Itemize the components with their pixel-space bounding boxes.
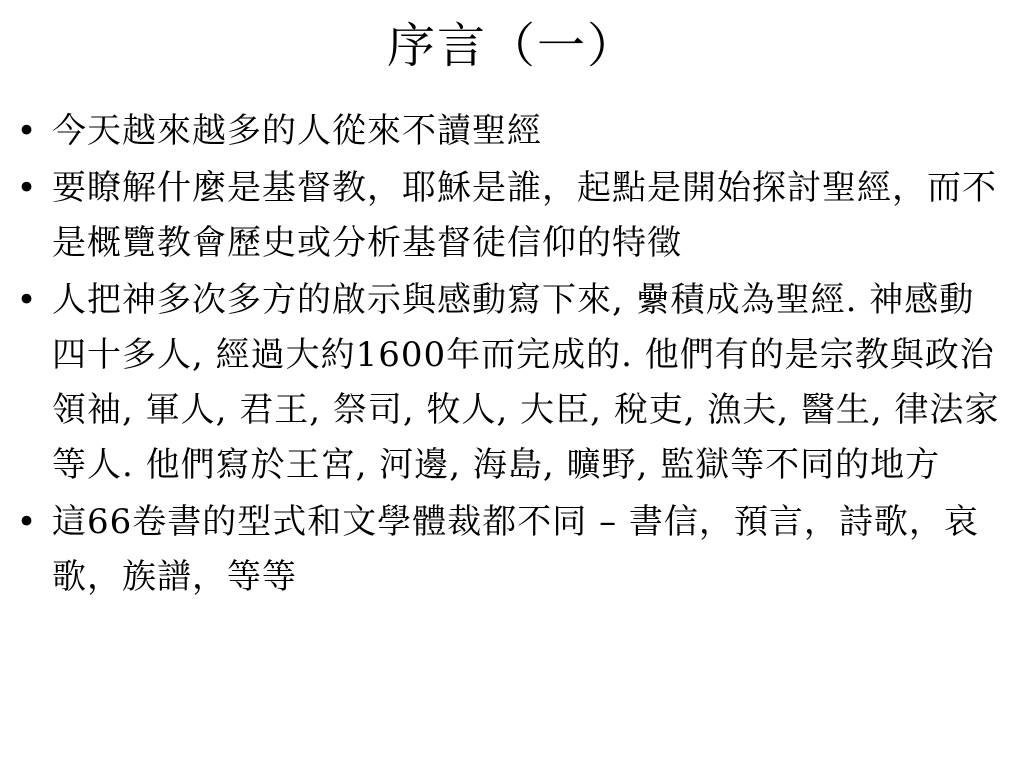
bullet-dot-icon: • [16, 111, 38, 151]
bullet-item [0, 273, 1024, 493]
bullet-list [0, 104, 1024, 607]
bullet-text: 這66卷書的型式和文學體裁都不同 – 書信，預言，詩歌，哀歌，族譜，等等 [52, 502, 979, 597]
bullet-text: 人把神多次多方的啟示與感動寫下來, 纍積成為聖經. 神感動四十多人, 經過大約1600年而完成的. 他們有的是宗教與政治領袖, 軍人, 君王, 祭司, 牧人, 大臣, 稅吏, 漁夫, 醫生, 律法家等人. 他們寫於王宮, 河邊, 海島, 曠野, 監獄等不同的地方 [52, 280, 1000, 485]
bullet-dot-icon: • [16, 502, 38, 542]
bullet-item [0, 161, 1024, 271]
bullet-text: 今天越來越多的人從來不讀聖經 [52, 111, 542, 151]
bullet-item [0, 495, 1024, 605]
bullet-dot-icon: • [16, 168, 38, 208]
bullet-text: 要瞭解什麼是基督教，耶穌是誰，起點是開始探討聖經，而不是概覽教會歷史或分析基督徒信仰的特徵 [52, 168, 997, 263]
bullet-dot-icon: • [16, 280, 38, 320]
bullet-item [0, 104, 1024, 159]
slide-title: 序言（一） [386, 18, 637, 74]
